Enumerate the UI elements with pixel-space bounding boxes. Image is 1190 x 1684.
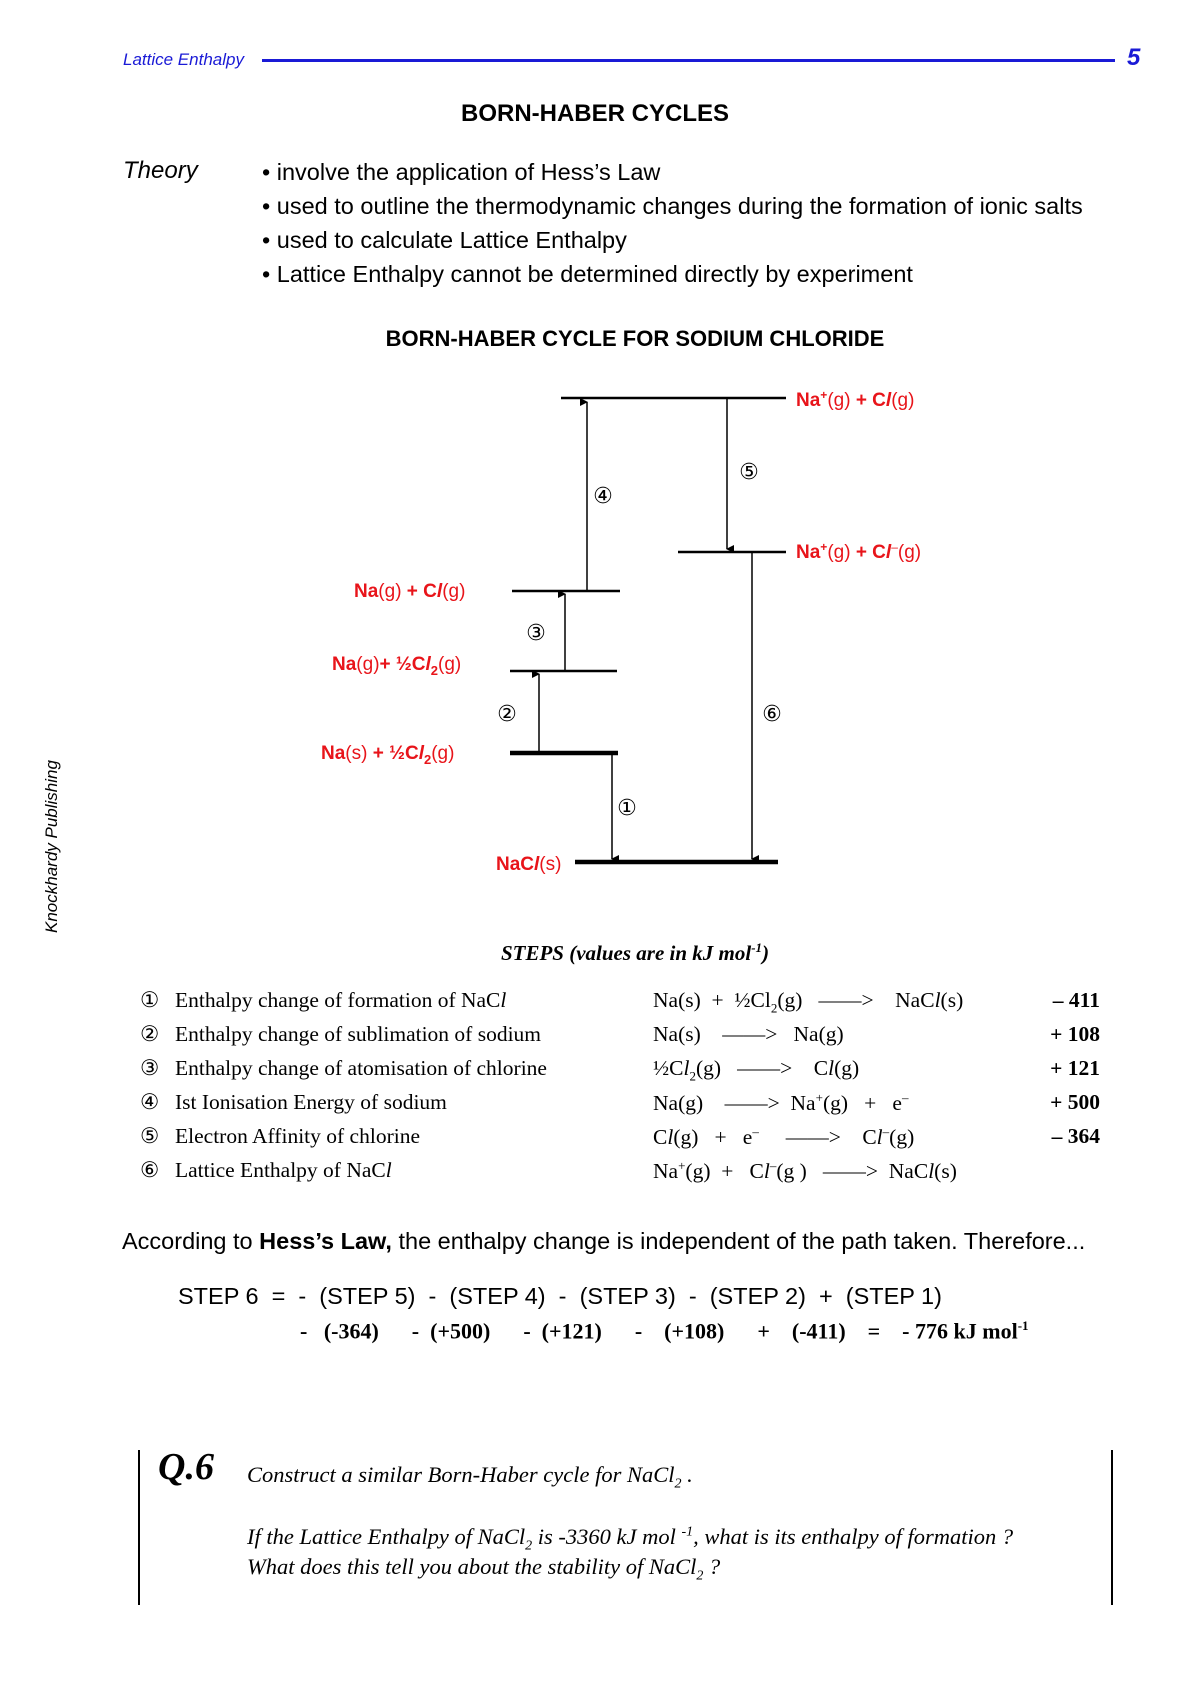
label-na-s-half-cl2: $Na(s) + \frac{1}{2}Cl_2(g)$	[321, 743, 455, 767]
hess-law-statement: According to Hess’s Law, the enthalpy change is independent of the path taken. Therefore...	[122, 1228, 1086, 1254]
step-equation: Na(g) ——> Na+(g) + e–	[653, 1090, 909, 1116]
step-equation: $Na(s) + \frac{1}{2}Cl_2(g)$ ——> NaCl(s)	[653, 988, 964, 1016]
question-line-2: If the Lattice Enthalpy of NaCl$_2$ is -3360 kJ mol $^{-1}$, what is its enthalpy of formation ?	[247, 1524, 1014, 1554]
step-equation: $\frac{1}{2}Cl_2(g)$ ——> Cl(g)	[653, 1056, 860, 1084]
step-description: Enthalpy change of atomisation of chlorine	[175, 1056, 547, 1080]
step-equation: Na(s) ——> Na(g)	[653, 1022, 844, 1046]
step-value: – 364	[1051, 1124, 1100, 1148]
theory-bullet: • Lattice Enthalpy cannot be determined directly by experiment	[262, 257, 1083, 291]
marker-step-3: ③	[526, 621, 546, 646]
hess-calculation-values: - (-364) - (+500) - (+121) - (+108) + (-411) = - 776 kJ mol$^{-1}$	[300, 1318, 1029, 1344]
step-equation: Cl(g) + e– ——> Cl–(g)	[653, 1124, 915, 1150]
marker-step-2: ②	[497, 702, 517, 727]
theory-label: Theory	[123, 157, 198, 184]
header-section-title: Lattice Enthalpy	[123, 50, 244, 69]
question-number: Q.6	[158, 1446, 214, 1488]
step-number: ①	[140, 988, 160, 1012]
step-description: Lattice Enthalpy of NaCl	[175, 1158, 392, 1182]
step-value: + 500	[1050, 1090, 1100, 1114]
marker-step-6: ⑥	[762, 702, 782, 727]
page-number: 5	[1127, 44, 1141, 71]
question-line-1: Construct a similar Born-Haber cycle for NaCl$_2$ .	[247, 1462, 693, 1492]
theory-bullet: • involve the application of Hess’s Law	[262, 155, 1083, 189]
question-line-3: What does this tell you about the stability of NaCl$_2$ ?	[247, 1554, 721, 1584]
hess-calculation-steps: STEP 6 = - (STEP 5) - (STEP 4) - (STEP 3) - (STEP 2) + (STEP 1)	[178, 1283, 942, 1309]
step-description: Enthalpy change of sublimation of sodium	[175, 1022, 542, 1046]
step-number: ⑥	[140, 1158, 160, 1182]
step-number: ②	[140, 1022, 160, 1046]
step-value: + 121	[1050, 1056, 1100, 1080]
marker-step-1: ①	[617, 796, 637, 821]
step-number: ③	[140, 1056, 160, 1080]
step-description: Ist Ionisation Energy of sodium	[175, 1090, 447, 1114]
side-credit: Knockhardy Publishing	[42, 760, 61, 933]
label-na-plus-cl-minus: Na+(g) + Cl–(g)	[796, 540, 922, 563]
marker-step-5: ⑤	[739, 460, 759, 485]
theory-bullet: • used to outline the thermodynamic changes during the formation of ionic salts	[262, 189, 1083, 223]
marker-step-4: ④	[593, 484, 613, 509]
question-left-bar	[138, 1450, 140, 1605]
label-nacl-s: NaCl(s)	[496, 854, 562, 875]
label-na-plus-cl: Na+(g) + Cl(g)	[796, 388, 915, 411]
step-value: – 411	[1052, 988, 1100, 1012]
label-na-g-half-cl2: $Na(g)+ \frac{1}{2}Cl_2(g)$	[332, 654, 462, 678]
step-equation: Na+(g) + Cl–(g ) ——> NaCl(s)	[653, 1158, 957, 1184]
step-description: Enthalpy change of formation of NaCl	[175, 988, 507, 1012]
label-na-g-cl-g: Na(g) + Cl(g)	[354, 581, 466, 602]
theory-bullet: • used to calculate Lattice Enthalpy	[262, 223, 1083, 257]
page-title: BORN-HABER CYCLES	[460, 100, 729, 127]
step-number: ⑤	[140, 1124, 160, 1148]
step-description: Electron Affinity of chlorine	[175, 1124, 420, 1148]
diagram-title: BORN-HABER CYCLE FOR SODIUM CHLORIDE	[385, 326, 885, 351]
step-number: ④	[140, 1090, 160, 1114]
question-right-bar	[1111, 1450, 1113, 1605]
step-value: + 108	[1050, 1022, 1100, 1046]
steps-heading: STEPS (values are in kJ mol$^{-1}$)	[500, 940, 770, 965]
